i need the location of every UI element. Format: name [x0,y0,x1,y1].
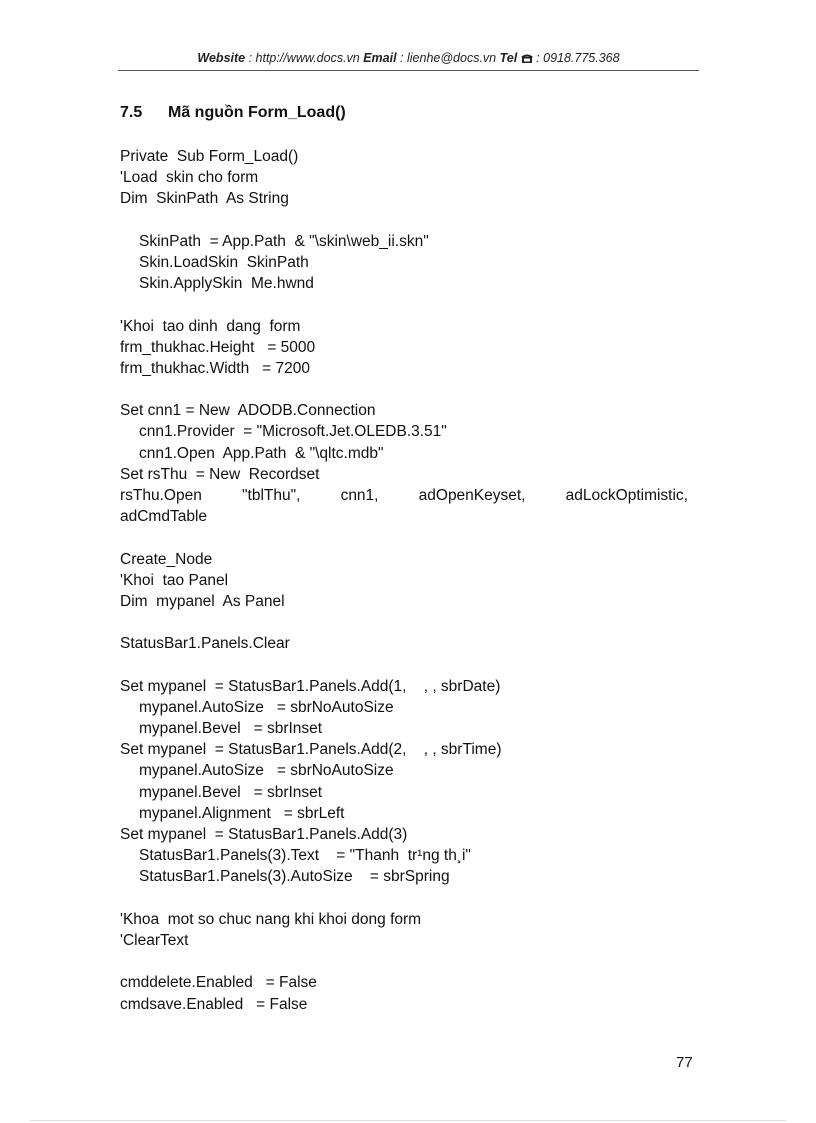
blank-line [120,951,690,972]
website-label: Website [197,51,246,65]
code-line: Set mypanel = StatusBar1.Panels.Add(2, , , sbrTime) [120,741,502,759]
code-line: cmddelete.Enabled = False [120,974,317,992]
page-number: 77 [676,1054,693,1071]
code-line: mypanel.Alignment = sbrLeft [139,804,345,822]
code-line: StatusBar1.Panels(3).AutoSize = sbrSpring [139,868,450,886]
email-address: : lienhe@docs.vn [396,51,500,65]
code-token: adOpenKeyset, [418,487,526,504]
code-line: Set mypanel = StatusBar1.Panels.Add(3) [120,826,408,843]
code-line: Dim mypanel As Panel [120,592,285,610]
tel-number: : 0918.775.368 [532,51,620,65]
code-line: 'Load skin cho form [120,169,259,187]
blank-line [120,527,690,548]
section-number: 7.5 [120,104,143,121]
code-line-justified [120,485,688,506]
bottom-edge [30,1120,786,1121]
code-line: Set mypanel = StatusBar1.Panels.Add(1, , , sbrDate) [120,677,501,695]
code-line: cmdsave.Enabled = False [120,995,308,1013]
code-token: adLockOptimistic, [565,487,688,504]
tel-label: Tel [499,51,518,65]
page-header [118,51,699,65]
code-line: mypanel.AutoSize = sbrNoAutoSize [139,698,394,716]
code-line: 'Khoa mot so chuc nang khi khoi dong form [120,910,422,928]
code-line: cnn1.Provider = "Microsoft.Jet.OLEDB.3.51" [139,423,447,441]
code-line: Create_Node [120,550,213,568]
blank-line [120,888,690,909]
blank-line [120,379,690,400]
code-line: adCmdTable [120,508,208,526]
code-line: Set rsThu = New Recordset [120,465,320,483]
code-line: mypanel.Bevel = sbrInset [139,720,323,738]
header-rule [118,70,699,71]
code-token: cnn1, [340,487,379,504]
email-label: Email [363,51,397,65]
code-token: rsThu.Open [120,487,202,504]
code-line: mypanel.AutoSize = sbrNoAutoSize [139,762,394,780]
code-line: Private Sub Form_Load() [120,148,299,165]
blank-line [120,612,690,633]
code-line: cnn1.Open App.Path & "\qltc.mdb" [139,444,384,462]
section-title: Mã nguồn Form_Load() [168,104,346,121]
code-line: 'ClearText [120,931,189,949]
website-url: : http://www.docs.vn [245,51,364,65]
section-heading [120,104,346,122]
code-line: StatusBar1.Panels(3).Text = "Thanh tr¹ng th¸i" [139,847,471,865]
code-line: mypanel.Bevel = sbrInset [139,783,323,801]
code-line: Set cnn1 = New ADODB.Connection [120,402,376,420]
code-token: "tblThu", [242,487,301,504]
blank-line [120,294,690,315]
blank-line [120,655,690,676]
code-line: frm_thukhac.Width = 7200 [120,359,310,377]
blank-line [120,210,690,231]
code-line: Dim SkinPath As String [120,190,289,208]
code-line: SkinPath = App.Path & "\skin\web_ii.skn" [139,232,429,250]
code-line: StatusBar1.Panels.Clear [120,635,290,653]
code-line: frm_thukhac.Height = 5000 [120,338,316,356]
phone-icon [521,53,533,63]
code-line: 'Khoi tao Panel [120,571,229,589]
code-listing [120,146,690,1015]
code-line: Skin.LoadSkin SkinPath [139,253,309,271]
code-line: Skin.ApplySkin Me.hwnd [139,275,314,293]
code-line: 'Khoi tao dinh dang form [120,317,301,335]
